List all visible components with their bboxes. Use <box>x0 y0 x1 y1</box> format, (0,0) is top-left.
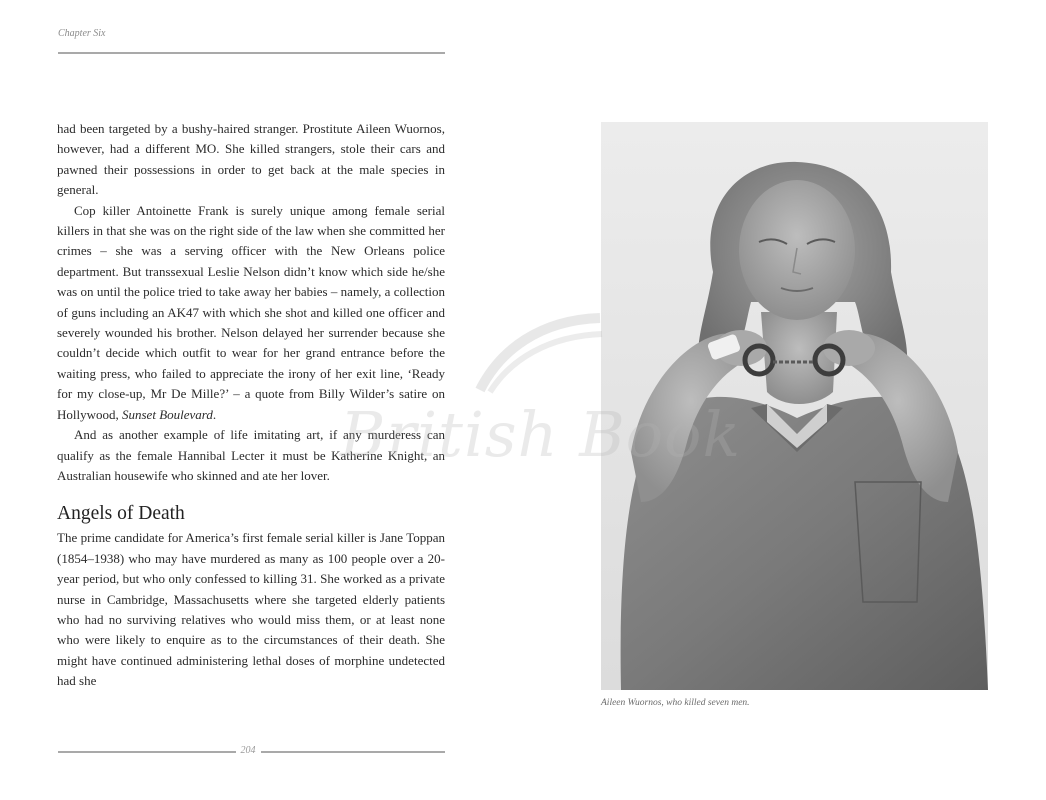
body-paragraph: had been targeted by a bushy-haired stranger. Prostitute Aileen Wuornos, however, had a different MO. She killed strangers, stole their cars and pawned their possessions in order to get back at the male species in general. <box>57 121 445 198</box>
paragraph-text: Cop killer Antoinette Frank is surely unique among female serial killers in that she was on the right side of the law when she committed her crimes – she was a serving officer with the New Orleans police department. But transsexual Leslie Nelson didn’t know which side he/she was on until the police tried to take away her babies – namely, a collection of guns including an AK47 with which she shot and killed one officer and severely wounded his brother. Nelson delayed her surrender because she couldn’t decide which outfit to wear for her grand entrance before the waiting press, who failed to appreciate the irony of her exit line, ‘Ready for my close-up, Mr De Mille?’ – a quote from Billy Wilder’s satire on Hollywood, <box>57 202 445 422</box>
film-title: Sunset Boulevard <box>122 406 213 422</box>
portrait-photo <box>601 122 988 690</box>
watermark-text: British Book <box>340 398 742 471</box>
watermark-logo <box>470 310 610 400</box>
body-paragraph: And as another example of life imitating art, if any murderess can qualify as the female Hannibal Lecter it must be Katherine Knight, an Australian housewife who skinned and ate her lover. <box>57 427 445 483</box>
section-heading: Angels of Death <box>57 503 185 525</box>
running-head: Chapter Six <box>58 28 106 39</box>
body-paragraph: The prime candidate for America’s first female serial killer is Jane Toppan (1854–1938) who may have murdered as many as 100 people over a 20-year period, but who only confessed to killing 31. She worked as a private nurse in Cambridge, Massachusetts where she targeted elderly patients who had no surviving relatives who would miss them, or at least none who were likely to enquire as to the circumstances of their death. She might have continued administering lethal doses of morphine undetected had she <box>57 530 445 689</box>
photo-caption: Aileen Wuornos, who killed seven men. <box>601 698 750 708</box>
header-rule <box>58 52 445 54</box>
footer-rule-right <box>261 751 445 753</box>
footer-rule-left <box>58 751 236 753</box>
page-number: 204 <box>240 745 256 756</box>
body-text-column <box>57 119 445 692</box>
body-paragraph <box>57 201 445 425</box>
paragraph-end: . <box>212 406 217 422</box>
